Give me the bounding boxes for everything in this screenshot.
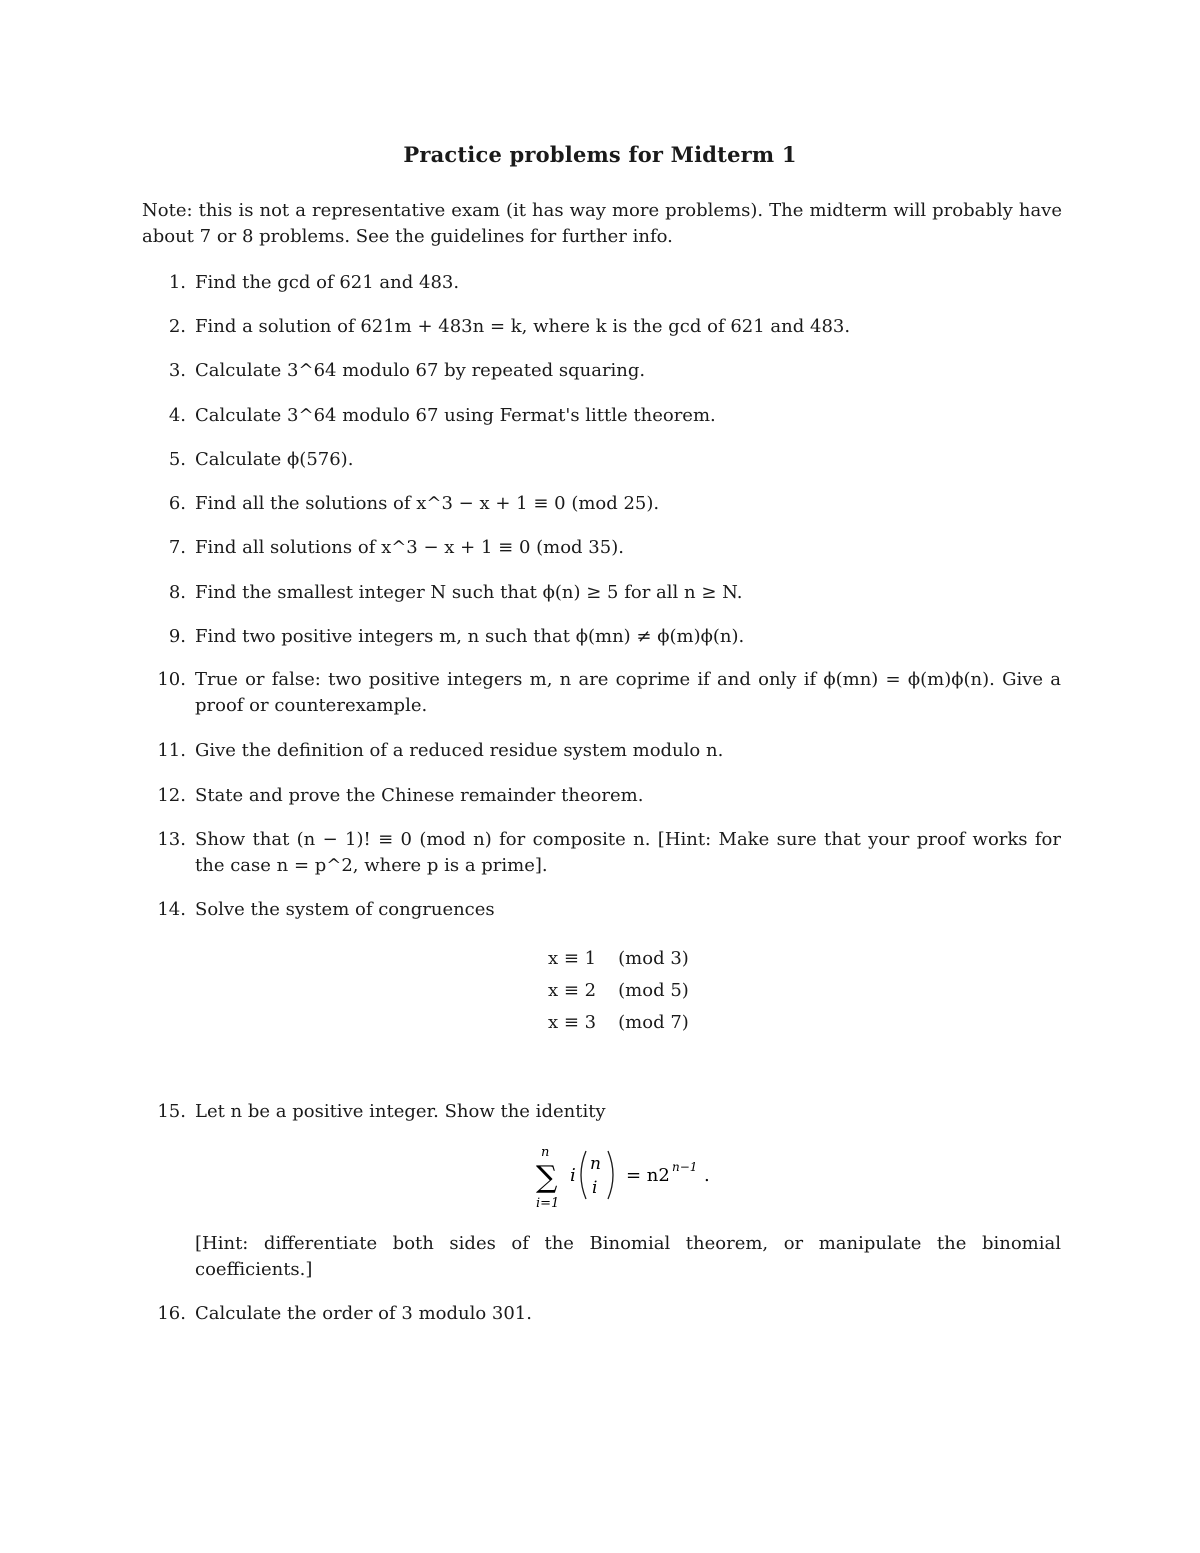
problem-number: 13. [157,829,186,850]
problem-number: 12. [157,785,186,806]
problem-text: Calculate ϕ(576). [195,449,354,470]
problem-text: Solve the system of congruences [195,899,495,920]
sum-term: i [570,1165,576,1186]
binomial-right-paren [608,1151,613,1199]
sum-lower-limit: i=1 [536,1196,560,1211]
problem-number: 5. [168,449,186,470]
problem-number: 1. [168,272,186,293]
problem-number: 8. [168,582,186,603]
problem-number: 16. [157,1303,186,1324]
problem-text: Let n be a positive integer. Show the identity [195,1101,606,1122]
problem-number: 10. [157,669,186,690]
congruence-row [548,943,689,975]
problem-text: Find a solution of 621m + 483n = k, where k is the gcd of 621 and 483. [195,316,851,337]
binomial-left-paren [581,1151,586,1199]
congruence-modulus: (mod 5) [618,980,689,1001]
problem-number: 9. [168,626,186,647]
binomial-identity [536,1143,736,1213]
problem-text: True or false: two positive integers m, n are coprime if and only if ϕ(mn) = ϕ(m)ϕ(n). Give a proof or counterexample. [195,669,1061,716]
problem-text: State and prove the Chinese remainder theorem. [195,785,644,806]
identity-exponent: n−1 [672,1160,698,1174]
problem-number: 15. [157,1101,186,1122]
hint-text: [Hint: differentiate both sides of the Binomial theorem, or manipulate the binomial coefficients.] [195,1233,1061,1280]
congruence-row [548,975,689,1007]
identity-period: . [704,1165,710,1186]
problem-number: 3. [168,360,186,381]
problem-text: Show that (n − 1)! ≡ 0 (mod n) for composite n. [Hint: Make sure that your proof works for the case n = p^2, where p is a prime]. [195,829,1061,876]
congruence-lhs: x ≡ 3 [548,1012,597,1033]
congruence-system [548,943,689,1039]
problem-text: Find two positive integers m, n such that ϕ(mn) ≠ ϕ(m)ϕ(n). [195,626,745,647]
problem-number: 4. [168,405,186,426]
congruence-lhs: x ≡ 2 [548,980,597,1001]
binomial-bottom: i [592,1178,598,1198]
identity-rhs: = n2 [626,1165,670,1186]
congruence-modulus: (mod 3) [618,948,689,969]
sum-upper-limit: n [541,1145,550,1160]
problem-text: Calculate the order of 3 modulo 301. [195,1303,532,1324]
congruence-lhs: x ≡ 1 [548,948,597,969]
problem-text: Find the gcd of 621 and 483. [195,272,460,293]
problem-text: Find all the solutions of x^3 − x + 1 ≡ 0 (mod 25). [195,493,660,514]
problem-number: 6. [168,493,186,514]
intro-note: Note: this is not a representative exam (it has way more problems). The midterm will probably have about 7 or 8 problems. See the guidelines for further info. [142,200,1062,247]
problem-text: Calculate 3^64 modulo 67 using Fermat's little theorem. [195,405,716,426]
problem-number: 11. [157,740,186,761]
congruence-row [548,1007,689,1039]
congruence-modulus: (mod 7) [618,1012,689,1033]
problem-text: Find the smallest integer N such that ϕ(n) ≥ 5 for all n ≥ N. [195,582,743,603]
problem-text: Give the definition of a reduced residue system modulo n. [195,740,724,761]
page-title: Practice problems for Midterm 1 [403,142,797,167]
sum-sign: ∑ [536,1160,558,1195]
problem-text: Find all solutions of x^3 − x + 1 ≡ 0 (mod 35). [195,537,624,558]
problem-number: 7. [168,537,186,558]
problem-number: 2. [168,316,186,337]
problem-text: Calculate 3^64 modulo 67 by repeated squaring. [195,360,646,381]
problem-number: 14. [157,899,186,920]
binomial-top: n [590,1154,601,1174]
